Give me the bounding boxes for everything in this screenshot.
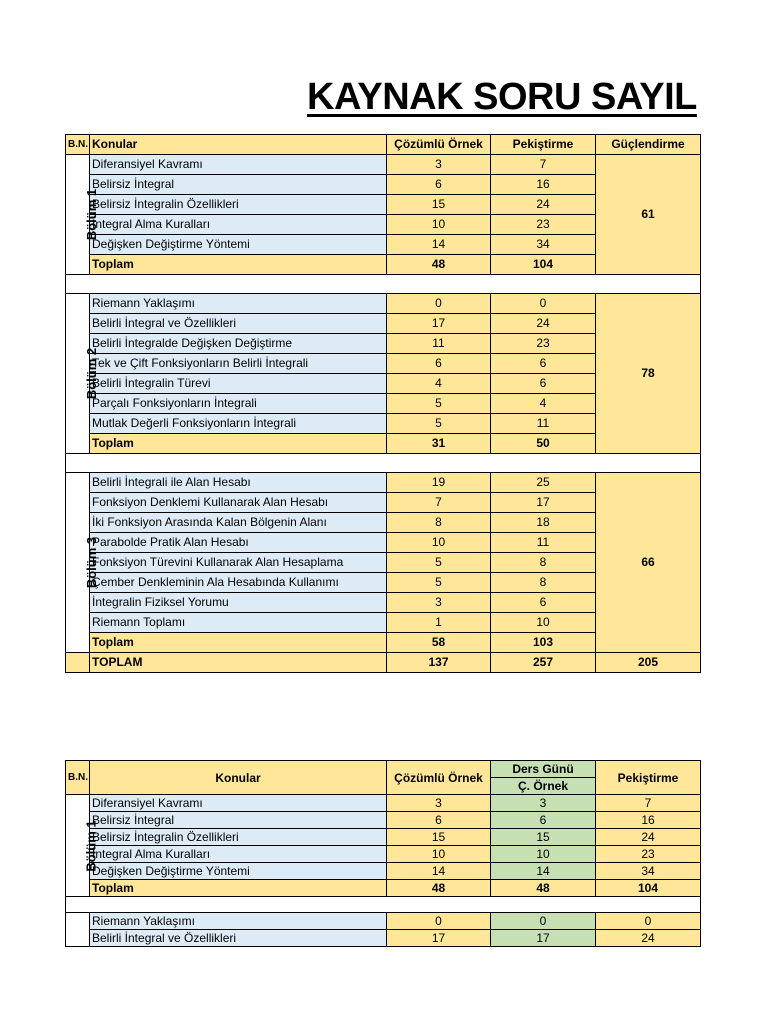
reinforce-cell: 10 (491, 613, 596, 633)
bn-header: B.N. (66, 761, 90, 795)
table-row (66, 473, 701, 493)
topic-cell: Parçalı Fonksiyonların İntegrali (90, 394, 387, 414)
solved-cell: 4 (387, 374, 491, 394)
lesson-day-subheader: Ç. Örnek (491, 778, 596, 795)
reinforce-cell: 34 (596, 863, 701, 880)
section-label-text: Bölüm 1 (84, 188, 100, 240)
section-label (66, 913, 90, 947)
topic-cell: Belirli İntegralde Değişken Değiştirme (90, 334, 387, 354)
lesson-day-cell: 0 (491, 913, 596, 930)
section-label-text: Bölüm 1 (83, 819, 99, 872)
section-label-text: Bölüm 3 (84, 536, 100, 588)
total-reinforce: 104 (491, 255, 596, 275)
topic-cell: Diferansiyel Kavramı (90, 795, 387, 812)
topic-cell: İntegral Alma Kuralları (90, 215, 387, 235)
topic-cell: Fonksiyon Türevini Kullanarak Alan Hesaplama (90, 553, 387, 573)
strengthen-header: Güçlendirme (596, 135, 701, 155)
reinforce-header: Pekiştirme (491, 135, 596, 155)
solved-cell: 1 (387, 613, 491, 633)
topic-cell: Belirsiz İntegral (90, 175, 387, 195)
solved-cell: 7 (387, 493, 491, 513)
table-row (66, 155, 701, 175)
topic-cell: İntegralin Fiziksel Yorumu (90, 593, 387, 613)
section-label (66, 473, 100, 653)
topic-cell: Riemann Yaklaşımı (90, 294, 387, 314)
reinforce-cell: 23 (491, 334, 596, 354)
topic-cell: Riemann Yaklaşımı (90, 913, 387, 930)
topic-cell: Diferansiyel Kavramı (90, 155, 387, 175)
solved-cell: 6 (387, 175, 491, 195)
topic-cell: Tek ve Çift Fonksiyonların Belirli İntegrali (90, 354, 387, 374)
solved-cell: 10 (387, 215, 491, 235)
grand-total-bn (66, 653, 90, 673)
grand-total-solved: 137 (387, 653, 491, 673)
solved-cell: 5 (387, 553, 491, 573)
solved-header: Çözümlü Örnek (387, 135, 491, 155)
topic-cell: Belirsiz İntegral (90, 812, 387, 829)
page-title: KAYNAK SORU SAYIL (307, 76, 697, 118)
grand-total-strengthen: 205 (596, 653, 701, 673)
lesson-day-header: Ders Günü (491, 761, 596, 778)
table-row (66, 812, 701, 829)
total-reinforce: 103 (491, 633, 596, 653)
solved-cell: 8 (387, 513, 491, 533)
reinforce-cell: 23 (491, 215, 596, 235)
strengthen-cell: 61 (596, 155, 701, 275)
solved-cell: 10 (387, 533, 491, 553)
topic-cell: Fonksiyon Denklemi Kullanarak Alan Hesabı (90, 493, 387, 513)
topics-header: Konular (90, 135, 387, 155)
solved-cell: 14 (387, 235, 491, 255)
grand-total-row (66, 653, 701, 673)
reinforce-cell: 34 (491, 235, 596, 255)
solved-cell: 0 (387, 913, 491, 930)
solved-cell: 0 (387, 294, 491, 314)
table-row (66, 863, 701, 880)
table-row (66, 930, 701, 947)
topic-cell: Belirli İntegral ve Özellikleri (90, 930, 387, 947)
solved-cell: 6 (387, 812, 491, 829)
section-label-text: Bölüm 2 (84, 347, 100, 399)
reinforce-cell: 16 (596, 812, 701, 829)
topic-cell: Değişken Değiştirme Yöntemi (90, 863, 387, 880)
reinforce-cell: 24 (491, 314, 596, 334)
total-solved: 48 (387, 255, 491, 275)
solved-cell: 14 (387, 863, 491, 880)
lesson-day-table (65, 760, 701, 947)
topic-cell: Parabolde Pratik Alan Hesabı (90, 533, 387, 553)
total-label: Toplam (90, 633, 387, 653)
reinforce-header: Pekiştirme (596, 761, 701, 795)
total-solved: 31 (387, 434, 491, 454)
reinforce-cell: 0 (491, 294, 596, 314)
reinforce-cell: 11 (491, 414, 596, 434)
reinforce-cell: 0 (596, 913, 701, 930)
grand-total-label: TOPLAM (90, 653, 387, 673)
topic-cell: Belirsiz İntegralin Özellikleri (90, 195, 387, 215)
topic-cell: Değişken Değiştirme Yöntemi (90, 235, 387, 255)
lesson-day-cell: 10 (491, 846, 596, 863)
reinforce-cell: 7 (596, 795, 701, 812)
header-row (66, 761, 701, 778)
total-lesson: 48 (491, 880, 596, 897)
reinforce-cell: 6 (491, 354, 596, 374)
topic-cell: Çember Denkleminin Ala Hesabında Kullanımı (90, 573, 387, 593)
total-label: Toplam (90, 880, 387, 897)
reinforce-cell: 16 (491, 175, 596, 195)
topic-cell: İki Fonksiyon Arasında Kalan Bölgenin Alanı (90, 513, 387, 533)
reinforce-cell: 7 (491, 155, 596, 175)
reinforce-cell: 18 (491, 513, 596, 533)
solved-cell: 3 (387, 155, 491, 175)
solved-cell: 5 (387, 394, 491, 414)
reinforce-cell: 4 (491, 394, 596, 414)
topics-header: Konular (90, 761, 387, 795)
lesson-day-cell: 14 (491, 863, 596, 880)
table-row (66, 795, 701, 812)
lesson-day-cell: 17 (491, 930, 596, 947)
solved-cell: 15 (387, 195, 491, 215)
table-row (66, 846, 701, 863)
lesson-day-cell: 15 (491, 829, 596, 846)
total-label: Toplam (90, 434, 387, 454)
solved-cell: 11 (387, 334, 491, 354)
reinforce-cell: 25 (491, 473, 596, 493)
strengthen-cell: 66 (596, 473, 701, 653)
solved-cell: 17 (387, 930, 491, 947)
table-row (66, 913, 701, 930)
reinforce-cell: 8 (491, 553, 596, 573)
spacer-row (66, 897, 701, 913)
total-reinforce: 104 (596, 880, 701, 897)
solved-cell: 3 (387, 795, 491, 812)
topic-cell: Belirli İntegral ve Özellikleri (90, 314, 387, 334)
topic-cell: İntegral Alma Kuralları (90, 846, 387, 863)
topic-cell: Mutlak Değerli Fonksiyonların İntegrali (90, 414, 387, 434)
bn-header: B.N. (66, 135, 90, 155)
solved-cell: 5 (387, 573, 491, 593)
spacer-row (66, 275, 701, 294)
topic-cell: Belirli İntegralin Türevi (90, 374, 387, 394)
strengthen-cell: 78 (596, 294, 701, 454)
section-total-row (66, 880, 701, 897)
solved-cell: 3 (387, 593, 491, 613)
section-label (66, 795, 99, 897)
section-label (66, 294, 100, 454)
total-label: Toplam (90, 255, 387, 275)
reinforce-cell: 24 (596, 829, 701, 846)
reinforce-cell: 11 (491, 533, 596, 553)
solved-cell: 5 (387, 414, 491, 434)
reinforce-cell: 6 (491, 374, 596, 394)
total-reinforce: 50 (491, 434, 596, 454)
lesson-day-cell: 6 (491, 812, 596, 829)
lesson-day-cell: 3 (491, 795, 596, 812)
total-solved: 58 (387, 633, 491, 653)
table-row (66, 294, 701, 314)
topic-cell: Riemann Toplamı (90, 613, 387, 633)
total-solved: 48 (387, 880, 491, 897)
summary-table (65, 134, 701, 673)
solved-cell: 19 (387, 473, 491, 493)
topic-cell: Belirli İntegrali ile Alan Hesabı (90, 473, 387, 493)
reinforce-cell: 6 (491, 593, 596, 613)
section-label (66, 155, 100, 275)
table-row (66, 829, 701, 846)
reinforce-cell: 17 (491, 493, 596, 513)
solved-cell: 10 (387, 846, 491, 863)
reinforce-cell: 24 (596, 930, 701, 947)
spacer-row (66, 454, 701, 473)
header-row (66, 135, 701, 155)
grand-total-reinforce: 257 (491, 653, 596, 673)
reinforce-cell: 8 (491, 573, 596, 593)
solved-header: Çözümlü Örnek (387, 761, 491, 795)
reinforce-cell: 24 (491, 195, 596, 215)
solved-cell: 15 (387, 829, 491, 846)
reinforce-cell: 23 (596, 846, 701, 863)
solved-cell: 6 (387, 354, 491, 374)
topic-cell: Belirsiz İntegralin Özellikleri (90, 829, 387, 846)
solved-cell: 17 (387, 314, 491, 334)
